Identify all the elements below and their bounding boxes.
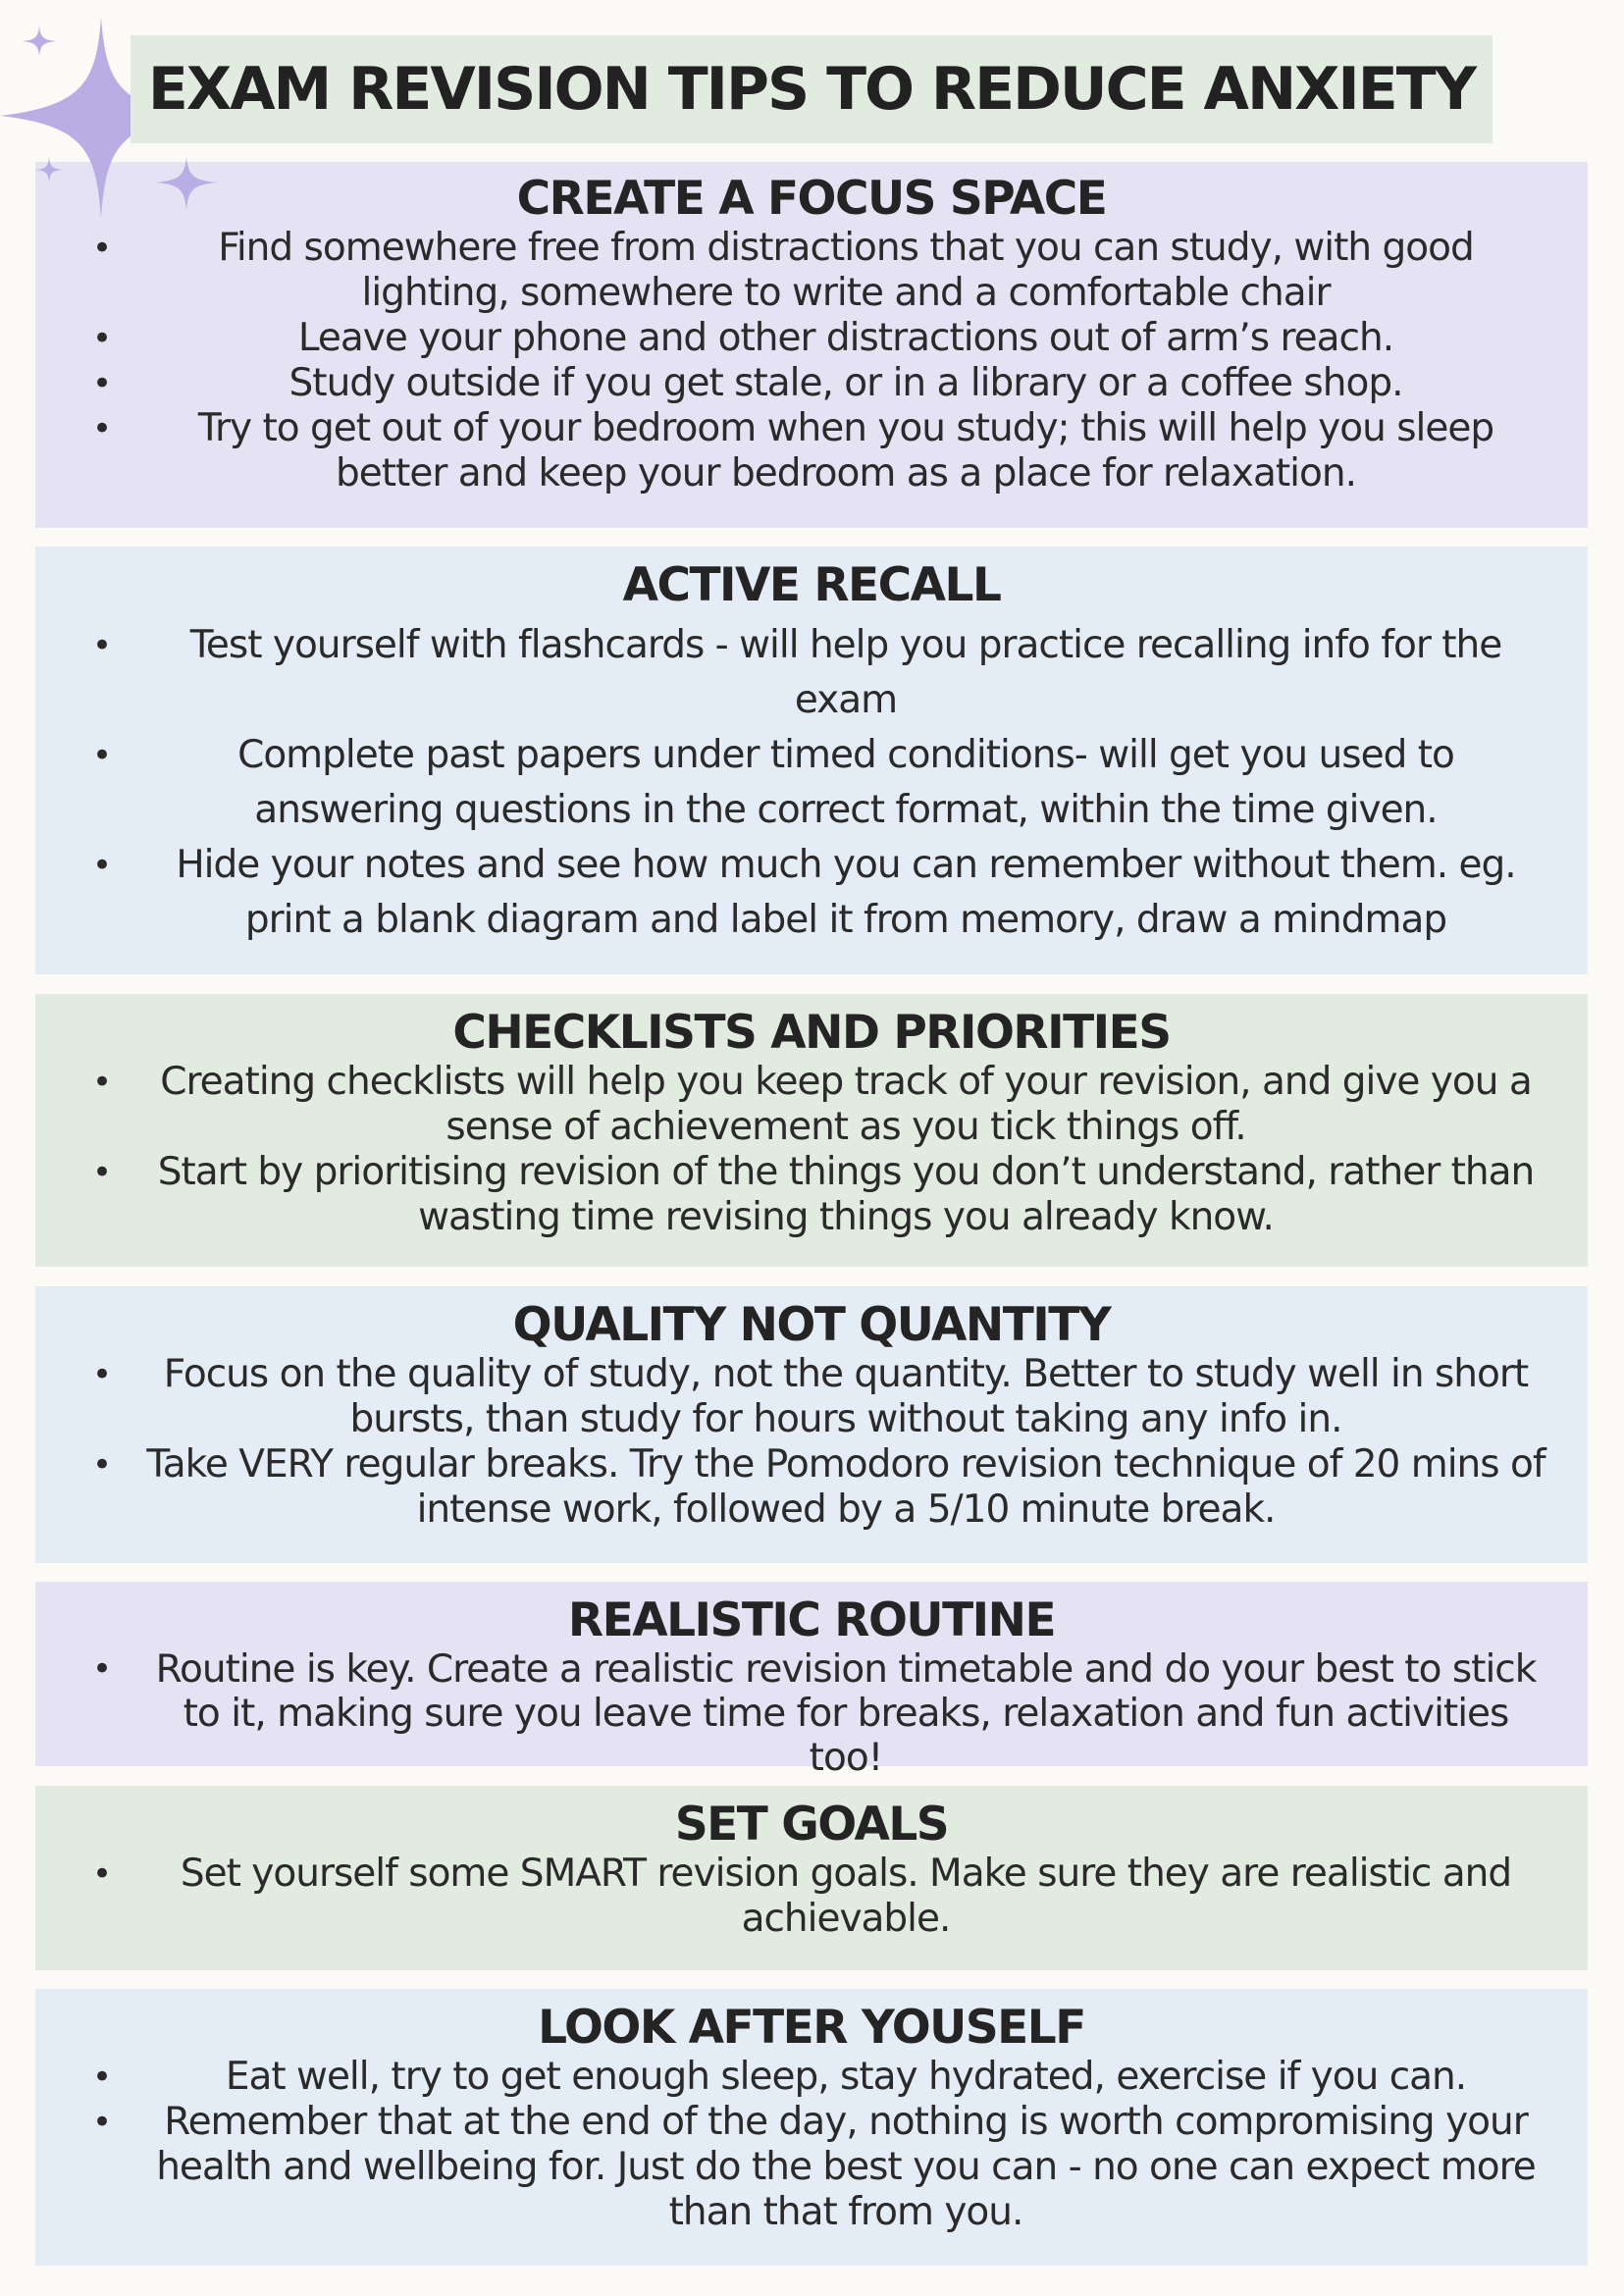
tip-list (75, 1647, 1548, 1780)
section-active-recall (35, 547, 1588, 974)
list-item-text: Start by prioritising revision of the things you don’t understand, rather than wasting time revising things you already know. (157, 1150, 1535, 1239)
section-checklists-and-priorities (35, 994, 1588, 1267)
section-heading: CREATE A FOCUS SPACE (516, 172, 1107, 226)
bullet-icon: • (92, 2103, 112, 2142)
bullet-icon: • (92, 2058, 112, 2097)
tiny-sparkle-top (22, 26, 57, 57)
list-item-text: Leave your phone and other distractions out of arm’s reach. (297, 316, 1394, 360)
small-sparkle (155, 157, 218, 210)
bullet-icon: • (92, 319, 112, 358)
tip-list (75, 2055, 1548, 2235)
list-item (75, 226, 1548, 316)
bullet-icon: • (92, 736, 112, 775)
list-item (75, 618, 1548, 728)
list-item (75, 1852, 1548, 1942)
list-item-text: Test yourself with flashcards - will help you practice recalling info for the exam (189, 623, 1502, 722)
list-item-text: Hide your notes and see how much you can remember without them. eg. print a blank diagram and label it from memory, draw a mindmap (176, 843, 1516, 942)
list-item-text: Study outside if you get stale, or in a library or a coffee shop. (288, 361, 1403, 405)
list-item (75, 1647, 1548, 1780)
section-heading: CHECKLISTS AND PRIORITIES (452, 1006, 1171, 1060)
bullet-icon: • (92, 1445, 112, 1485)
list-item-text: Creating checklists will help you keep track of your revision, and give you a sense of achievement as you tick things off. (160, 1060, 1532, 1149)
section-look-after-youself (35, 1989, 1588, 2266)
tiny-sparkle-left (35, 157, 63, 183)
bullet-icon: • (92, 229, 112, 268)
list-item-text: Find somewhere free from distractions that you can study, with good lighting, somewhere to write and a comfortable chair (218, 226, 1474, 315)
list-item (75, 406, 1548, 496)
bullet-icon: • (92, 1649, 112, 1689)
tip-list (75, 1352, 1548, 1533)
section-heading: ACTIVE RECALL (622, 558, 1001, 612)
section-set-goals (35, 1786, 1588, 1970)
bullet-icon: • (92, 1153, 112, 1192)
bullet-icon: • (92, 1063, 112, 1102)
title-banner (131, 35, 1493, 143)
tip-list (75, 618, 1548, 948)
list-item (75, 2100, 1548, 2235)
bullet-icon: • (92, 409, 112, 448)
tip-list (75, 1060, 1548, 1240)
bullet-icon: • (92, 846, 112, 885)
list-item (75, 1150, 1548, 1240)
bullet-icon: • (92, 1355, 112, 1394)
list-item-text: Remember that at the end of the day, nothing is worth compromising your health and wellbeing for. Just do the best you can - no one can expect more than that from you. (156, 2100, 1536, 2234)
list-item-text: Set yourself some SMART revision goals. Make sure they are realistic and achievable. (180, 1852, 1512, 1941)
list-item-text: Take VERY regular breaks. Try the Pomodoro revision technique of 20 mins of intense work, followed by a 5/10 minute break. (146, 1442, 1545, 1532)
list-item (75, 728, 1548, 838)
list-item (75, 1442, 1548, 1533)
page-title: EXAM REVISION TIPS TO REDUCE ANXIETY (147, 55, 1476, 124)
section-heading: REALISTIC ROUTINE (567, 1593, 1056, 1647)
tip-list (75, 226, 1548, 496)
section-quality-not-quantity (35, 1286, 1588, 1563)
section-heading: LOOK AFTER YOUSELF (538, 2001, 1085, 2055)
list-item (75, 838, 1548, 948)
list-item (75, 2055, 1548, 2100)
bullet-icon: • (92, 364, 112, 403)
section-heading: SET GOALS (674, 1798, 949, 1852)
tip-list (75, 1852, 1548, 1942)
list-item-text: Focus on the quality of study, not the quantity. Better to study well in short bursts, than study for hours without taking any info in. (163, 1352, 1529, 1441)
bullet-icon: • (92, 626, 112, 665)
list-item-text: Eat well, try to get enough sleep, stay hydrated, exercise if you can. (225, 2055, 1467, 2099)
section-heading: QUALITY NOT QUANTITY (512, 1298, 1111, 1352)
list-item-text: Routine is key. Create a realistic revision timetable and do your best to stick to it, making sure you leave time for breaks, relaxation and fun activities too! (155, 1647, 1537, 1780)
list-item-text: Complete past papers under timed conditions- will get you used to answering questions in the correct format, within the time given. (237, 733, 1454, 832)
list-item (75, 316, 1548, 361)
list-item-text: Try to get out of your bedroom when you study; this will help you sleep better and keep your bedroom as a place for relaxation. (197, 406, 1494, 496)
list-item (75, 1060, 1548, 1150)
section-create-a-focus-space (35, 162, 1588, 528)
list-item (75, 1352, 1548, 1442)
list-item (75, 361, 1548, 406)
section-realistic-routine (35, 1582, 1588, 1780)
bullet-icon: • (92, 1854, 112, 1894)
